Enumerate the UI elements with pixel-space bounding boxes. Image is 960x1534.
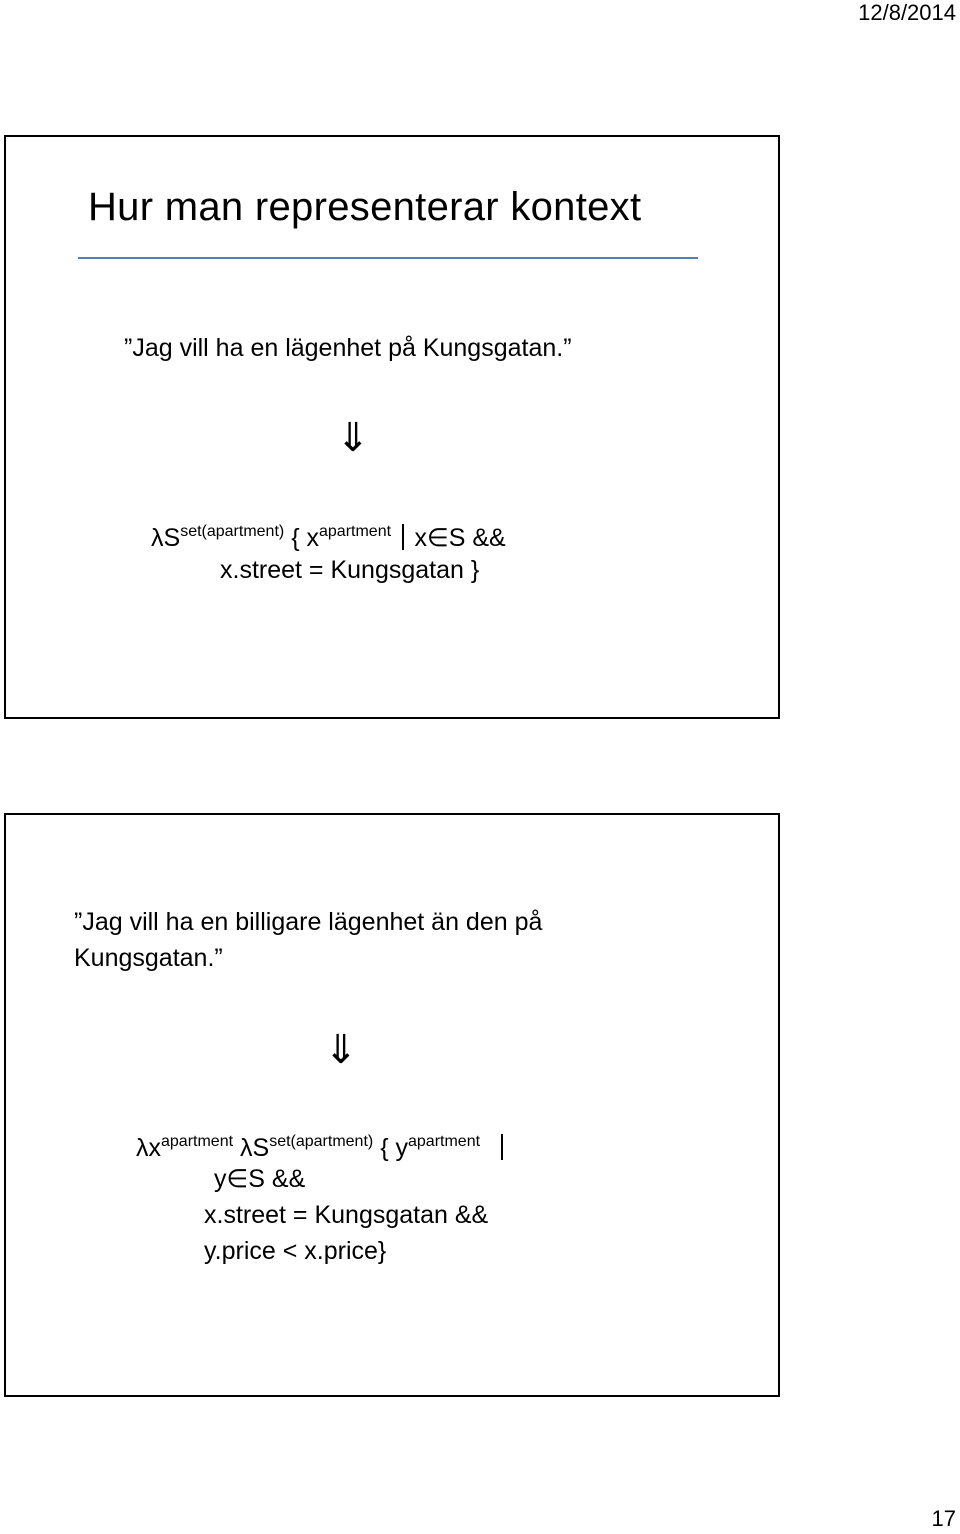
lambda-s: λS	[151, 524, 181, 552]
open-brace: {	[380, 1134, 389, 1162]
x-type: apartment	[319, 523, 392, 540]
membership-condition: x∈S &&	[414, 524, 506, 552]
lambda-x: λx	[136, 1134, 161, 1162]
y-type: apartment	[408, 1133, 481, 1150]
example-sentence: ”Jag vill ha en lägenhet på Kungsgatan.”	[124, 334, 572, 362]
such-that-bar	[402, 524, 404, 550]
lambda-formula-line-2: y∈S &&	[214, 1165, 306, 1193]
open-brace: {	[291, 524, 300, 552]
slide-1	[4, 135, 780, 719]
s-type: set(apartment)	[269, 1133, 374, 1150]
title-underline	[78, 257, 698, 259]
such-that-bar	[501, 1134, 503, 1160]
example-sentence-line-1: ”Jag vill ha en billigare lägenhet än den på	[74, 908, 543, 936]
slide-2	[4, 813, 780, 1397]
example-sentence-line-2: Kungsgatan.”	[74, 944, 223, 972]
slide-title: Hur man representerar kontext	[88, 185, 642, 229]
lambda-formula-line-3: x.street = Kungsgatan &&	[204, 1201, 489, 1229]
s-type: set(apartment)	[180, 523, 285, 540]
down-double-arrow-icon: ⇓	[336, 415, 370, 461]
lambda-formula-line-1	[136, 1123, 507, 1167]
down-double-arrow-icon: ⇓	[324, 1027, 358, 1073]
lambda-formula-line-4: y.price < x.price}	[204, 1237, 387, 1265]
var-x: x	[306, 524, 319, 552]
var-y: y	[395, 1134, 408, 1162]
print-date: 12/8/2014	[858, 0, 956, 25]
lambda-s: λS	[240, 1134, 270, 1162]
lambda-formula-line-2: x.street = Kungsgatan }	[220, 556, 480, 584]
x-type: apartment	[161, 1133, 234, 1150]
page-number: 17	[931, 1506, 956, 1531]
